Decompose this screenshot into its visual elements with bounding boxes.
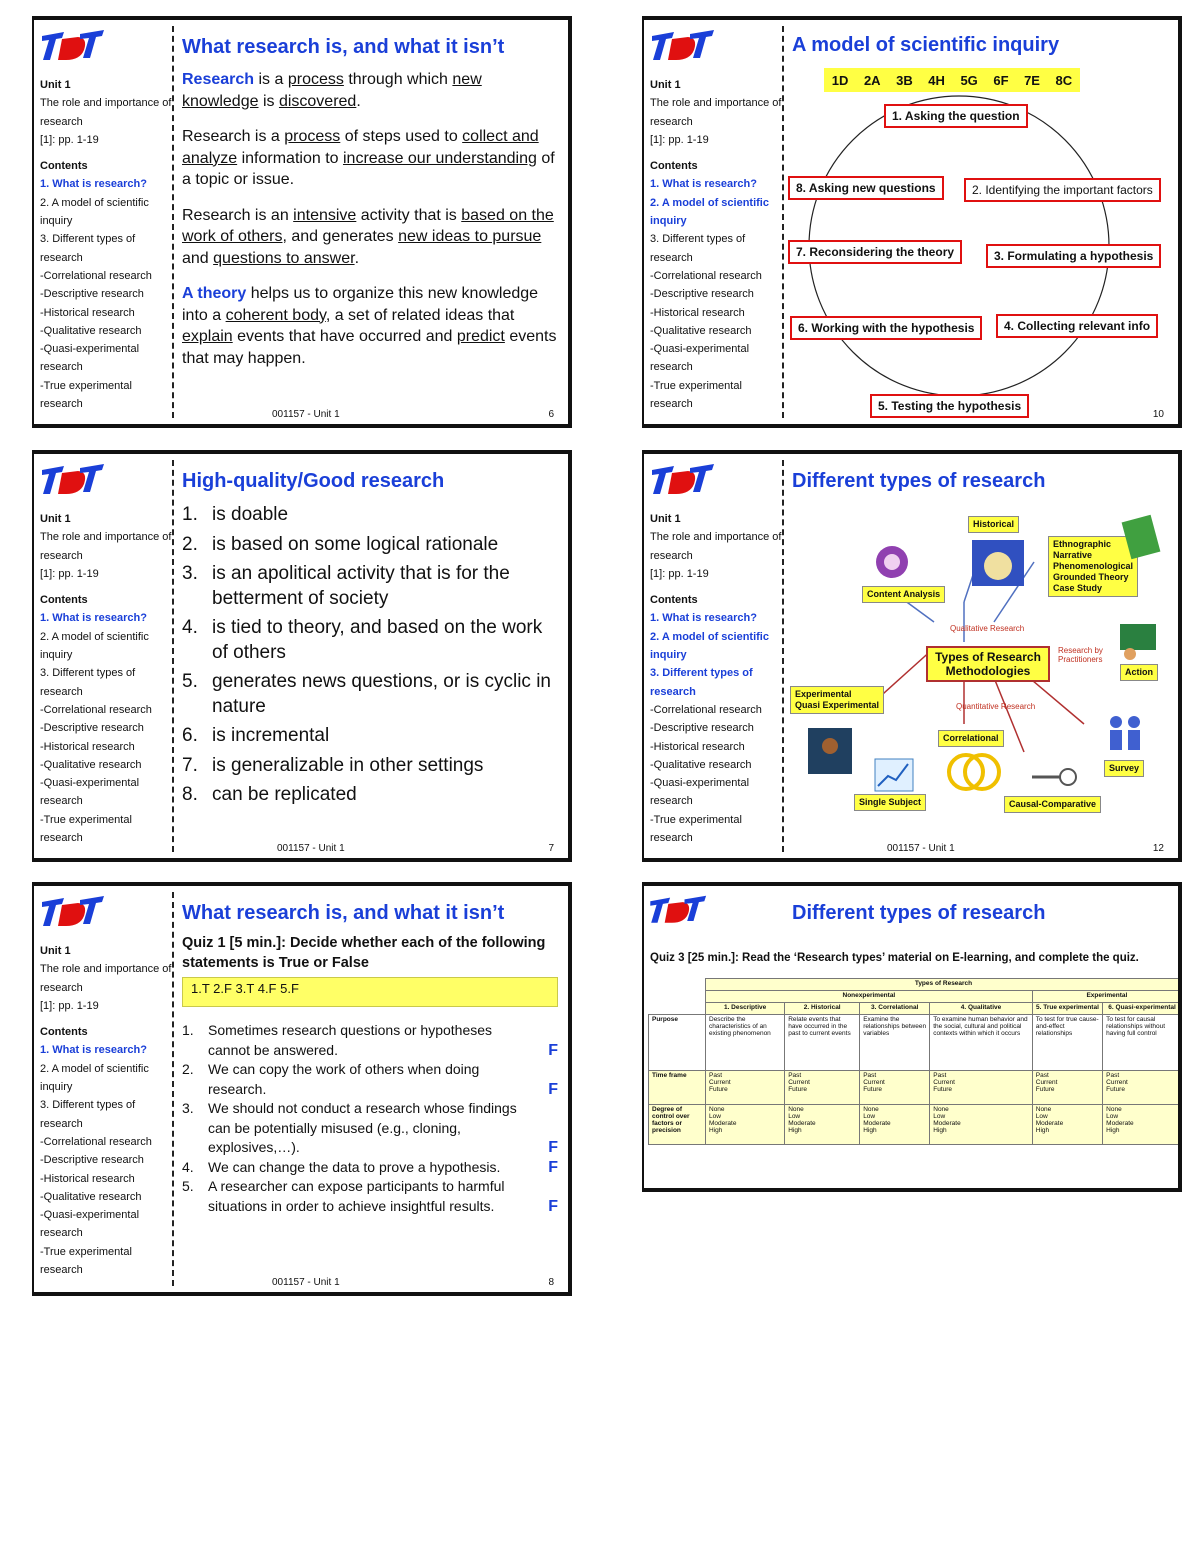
- slide-quiz-1: [32, 882, 572, 1296]
- slide-footer: 001157 - Unit 1: [887, 843, 955, 854]
- contents-item: -Qualitative research: [650, 324, 752, 337]
- diagram-label: Research by Practitioners: [1058, 646, 1103, 664]
- contents-item: -Qualitative research: [40, 324, 142, 337]
- contents-item: 2. A model of scientific inquiry: [40, 630, 149, 662]
- contents-item: 3. Different types of research: [40, 667, 136, 698]
- answer-code: 4H: [928, 72, 945, 88]
- quiz-question: 5. A researcher can expose participants to harmful situations in order to achieve insightful results. F: [182, 1178, 558, 1215]
- diagram-label: Single Subject: [854, 794, 926, 811]
- unit-label: Unit 1: [40, 945, 71, 957]
- theory-paragraph: A theory helps us to organize this new knowledge into a coherent body, a set of related ideas that explain events that have occurred and predict events that may happen.: [182, 285, 557, 367]
- methodology-center: Types of Research Methodologies: [926, 646, 1050, 682]
- contents-item: -Historical research: [650, 740, 745, 753]
- unit-reference: [1]: pp. 1-19: [650, 133, 709, 146]
- slide-sidebar: [650, 462, 782, 847]
- inquiry-step: 8. Asking new questions: [788, 176, 944, 200]
- list-item: 2. is based on some logical rationale: [182, 533, 499, 555]
- slide-sidebar: [650, 28, 782, 413]
- slide-model-of-inquiry: [642, 16, 1182, 428]
- definition-paragraph: Research is a process of steps used to collect and analyze information to increase our understanding of a topic or issue.: [182, 128, 555, 188]
- contents-item: -True experimental research: [40, 1245, 132, 1277]
- quiz-question: 2. We can copy the work of others when doing research. F: [182, 1061, 558, 1098]
- contents-item: -Quasi-experimental research: [650, 343, 750, 374]
- contents-item: 3. Different types of research: [650, 233, 746, 264]
- magnifier-icon: [872, 542, 912, 582]
- contents-item: -Correlational research: [40, 703, 152, 716]
- contents-heading: Contents: [40, 160, 88, 173]
- slide-sidebar: [40, 28, 172, 413]
- quiz-answer-key: 1.T 2.F 3.T 4.F 5.F: [182, 977, 558, 1007]
- quiz-answer: F: [548, 1158, 558, 1176]
- table-row: Degree of control over factors or precision None Low Moderate High None Low Moderate High None Low Moderate High None Low Moderate High None Low Moderate High None Low Moderate High: [649, 1105, 1182, 1145]
- unit-label: Unit 1: [40, 79, 71, 91]
- unit-reference: [1]: pp. 1-19: [650, 567, 709, 580]
- slide-types-diagram: [642, 450, 1182, 862]
- inquiry-step: 2. Identifying the important factors: [964, 178, 1161, 202]
- contents-item: 2. A model of scientific inquiry: [650, 630, 769, 662]
- contents-item: -Correlational research: [650, 269, 762, 282]
- inquiry-cycle-arrows: [784, 28, 1178, 416]
- contents-item: 1. What is research?: [650, 612, 757, 625]
- unit-label: Unit 1: [40, 513, 71, 525]
- slide-title: What research is, and what it isn’t: [182, 36, 505, 58]
- list-item: 7. is generalizable in other settings: [182, 754, 484, 776]
- contents-item: -Historical research: [650, 306, 745, 319]
- research-types-table: [648, 978, 1182, 1145]
- unit-label: Unit 1: [650, 513, 681, 525]
- list-item: 1. is doable: [182, 504, 289, 525]
- list-item: 6. is incremental: [182, 725, 330, 746]
- unit-subtitle: The role and importance of research: [40, 531, 172, 562]
- definition-paragraph: Research is an intensive activity that is based on the work of others, and generates new ideas to pursue and questions to answer.: [182, 206, 554, 267]
- diagram-label: Causal-Comparative: [1004, 796, 1101, 813]
- table-col: 1. Descriptive: [706, 1003, 785, 1015]
- tdt-logo-icon: [40, 28, 110, 68]
- key-lock-icon: [1028, 762, 1078, 792]
- answer-code: 8C: [1055, 72, 1073, 88]
- diagram-label: Ethnographic Narrative Phenomenological Grounded Theory Case Study: [1048, 536, 1138, 597]
- quiz-question: 4. We can change the data to prove a hypothesis. F: [182, 1158, 558, 1176]
- table-group: Nonexperimental: [706, 991, 1033, 1003]
- table-row: Time frame Past Current Future Past Current Future Past Current Future Past Current Future Past Current Future Past Current Future: [649, 1071, 1182, 1105]
- diagram-label: Content Analysis: [862, 586, 945, 603]
- correlational-rings-icon: [944, 750, 1004, 794]
- book-icon: [1120, 514, 1162, 560]
- contents-item: -Correlational research: [40, 269, 152, 282]
- contents-item: -Quasi-experimental research: [40, 777, 140, 808]
- diagram-label: Quantitative Research: [956, 702, 1036, 711]
- contents-item: 3. Different types of research: [40, 1099, 136, 1130]
- contents-item: 1. What is research?: [650, 178, 757, 191]
- contents-item: 2. A model of scientific inquiry: [40, 196, 149, 228]
- chart-icon: [874, 758, 914, 792]
- page-number: 6: [548, 409, 554, 420]
- list-item: 4. is tied to theory, and based on the work of others: [182, 617, 543, 663]
- quiz-questions: [182, 1021, 558, 1216]
- slide-title: What research is, and what it isn’t: [182, 902, 505, 924]
- unit-subtitle: The role and importance of research: [40, 97, 172, 128]
- inquiry-step: 3. Formulating a hypothesis: [986, 244, 1161, 268]
- survey-people-icon: [1104, 712, 1144, 756]
- unit-subtitle: The role and importance of research: [650, 531, 782, 562]
- contents-item: -Correlational research: [40, 1135, 152, 1148]
- contents-item: -True experimental research: [40, 813, 132, 845]
- contents-heading: Contents: [40, 594, 88, 607]
- slide-title: High-quality/Good research: [182, 470, 445, 492]
- contents-item: -True experimental research: [650, 813, 742, 845]
- contents-item: 2. A model of scientific inquiry: [40, 1062, 149, 1094]
- quiz-answer: F: [548, 1080, 558, 1098]
- table-col: 6. Quasi-experimental: [1103, 1003, 1182, 1015]
- definition-paragraph: Research is a process through which new knowledge is discovered.: [182, 71, 482, 110]
- contents-item: -Qualitative research: [40, 1190, 142, 1203]
- table-col: 2. Historical: [785, 1003, 860, 1015]
- quiz-question: 3. We should not conduct a research whose findings can be potentially misused (e.g., cloning, explosives,…). F: [182, 1100, 558, 1156]
- quiz-prompt: Quiz 1 [5 min.]: Decide whether each of the following statements is True or False: [182, 935, 546, 971]
- contents-item: -Descriptive research: [650, 722, 754, 735]
- page-number: 12: [1152, 843, 1164, 854]
- table-group: Experimental: [1032, 991, 1181, 1003]
- slide-footer: 001157 - Unit 1: [272, 1277, 340, 1288]
- contents-item: 1. What is research?: [40, 178, 147, 191]
- table-col: 4. Qualitative: [930, 1003, 1033, 1015]
- unit-reference: [1]: pp. 1-19: [40, 133, 99, 146]
- unit-label: Unit 1: [650, 79, 681, 91]
- contents-item: -True experimental research: [650, 379, 742, 411]
- diagram-label: Experimental Quasi Experimental: [790, 686, 884, 714]
- unit-subtitle: The role and importance of research: [40, 963, 172, 994]
- diagram-label: Qualitative Research: [950, 624, 1025, 633]
- slide-footer: 001157 - Unit 1: [277, 843, 345, 854]
- diagram-label: Historical: [968, 516, 1019, 533]
- inquiry-step: 1. Asking the question: [884, 104, 1028, 128]
- contents-item: -Quasi-experimental research: [40, 343, 140, 374]
- tdt-logo-icon: [650, 462, 720, 502]
- contents-item: -Historical research: [40, 740, 135, 753]
- contents-item: -Quasi-experimental research: [40, 1209, 140, 1240]
- contents-item: 3. Different types of research: [650, 667, 753, 698]
- slide-title: A model of scientific inquiry: [792, 34, 1060, 56]
- quiz-prompt: Quiz 3 [25 min.]: Read the ‘Research types’ material on E-learning, and complete the quiz.: [650, 952, 1139, 964]
- slide-sidebar: [40, 462, 172, 847]
- contents-item: -True experimental research: [40, 379, 132, 411]
- answer-code: 6F: [993, 72, 1009, 88]
- contents-item: -Descriptive research: [40, 722, 144, 735]
- answer-code: 7E: [1024, 72, 1040, 88]
- unit-subtitle: The role and importance of research: [650, 97, 782, 128]
- diagram-label: Survey: [1104, 760, 1144, 777]
- inquiry-step: 6. Working with the hypothesis: [790, 316, 982, 340]
- contents-item: -Descriptive research: [650, 288, 754, 301]
- contents-item: 1. What is research?: [40, 612, 147, 625]
- inquiry-step: 7. Reconsidering the theory: [788, 240, 962, 264]
- page-number: 8: [548, 1277, 554, 1288]
- page-number: 7: [548, 843, 554, 854]
- table-col: 5. True experimental: [1032, 1003, 1102, 1015]
- answer-code: 3B: [896, 72, 913, 88]
- quiz-answer: F: [548, 1041, 558, 1059]
- contents-item: -Descriptive research: [40, 1154, 144, 1167]
- contents-item: -Descriptive research: [40, 288, 144, 301]
- slide-title: Different types of research: [792, 902, 1046, 924]
- slide-title: Different types of research: [792, 470, 1046, 492]
- inquiry-step: 4. Collecting relevant info: [996, 314, 1158, 338]
- diagram-label: Action: [1120, 664, 1158, 681]
- historical-scene-icon: [968, 536, 1028, 590]
- tdt-logo-icon: [650, 28, 720, 68]
- tdt-logo-icon: [40, 462, 110, 502]
- tdt-logo-icon: [648, 894, 712, 930]
- slide-what-research-is: [32, 16, 572, 428]
- list-item: 8. can be replicated: [182, 784, 357, 805]
- contents-item: 3. Different types of research: [40, 233, 136, 264]
- quiz-answer: F: [548, 1139, 558, 1156]
- unit-reference: [1]: pp. 1-19: [40, 999, 99, 1012]
- table-col: 3. Correlational: [860, 1003, 930, 1015]
- answer-code: 1D: [831, 72, 849, 88]
- quiz-answer: F: [548, 1197, 558, 1215]
- inquiry-step: 5. Testing the hypothesis: [870, 394, 1029, 418]
- page-number: 10: [1152, 409, 1164, 420]
- quiz-question: 1. Sometimes research questions or hypotheses cannot be answered. F: [182, 1022, 558, 1059]
- contents-item: 1. What is research?: [40, 1044, 147, 1057]
- tdt-logo-icon: [40, 894, 110, 934]
- diagram-label: Correlational: [938, 730, 1004, 747]
- contents-heading: Contents: [40, 1026, 88, 1039]
- scientist-icon: [806, 726, 854, 776]
- slide-good-research: [32, 450, 572, 862]
- criteria-list: [182, 503, 558, 808]
- contents-item: -Quasi-experimental research: [650, 777, 750, 808]
- answer-code: 2A: [863, 72, 881, 88]
- unit-reference: [1]: pp. 1-19: [40, 567, 99, 580]
- list-item: 3. is an apolitical activity that is for the betterment of society: [182, 563, 510, 609]
- contents-item: -Qualitative research: [40, 758, 142, 771]
- slide-sidebar: [40, 894, 172, 1279]
- contents-item: -Historical research: [40, 306, 135, 319]
- table-header: Types of Research: [706, 979, 1182, 991]
- teacher-icon: [1118, 622, 1158, 662]
- contents-heading: Contents: [650, 594, 698, 607]
- slide-quiz-3: [642, 882, 1182, 1192]
- contents-item: -Correlational research: [650, 703, 762, 716]
- slide-footer: 001157 - Unit 1: [272, 409, 340, 420]
- list-item: 5. generates news questions, or is cyclic in nature: [182, 671, 551, 717]
- contents-item: -Qualitative research: [650, 758, 752, 771]
- contents-heading: Contents: [650, 160, 698, 173]
- contents-item: -Historical research: [40, 1172, 135, 1185]
- table-row: Purpose Describe the characteristics of an existing phenomenon Relate events that have occurred in the past to current events Examine the relationships between variables To examine human behavior and the social, cultural and political contexts within which it occurs To test for true cause-and-effect relationships To test for causal relationships without having full control: [649, 1015, 1182, 1071]
- contents-item: 2. A model of scientific inquiry: [650, 196, 769, 228]
- answer-code: 5G: [960, 72, 978, 88]
